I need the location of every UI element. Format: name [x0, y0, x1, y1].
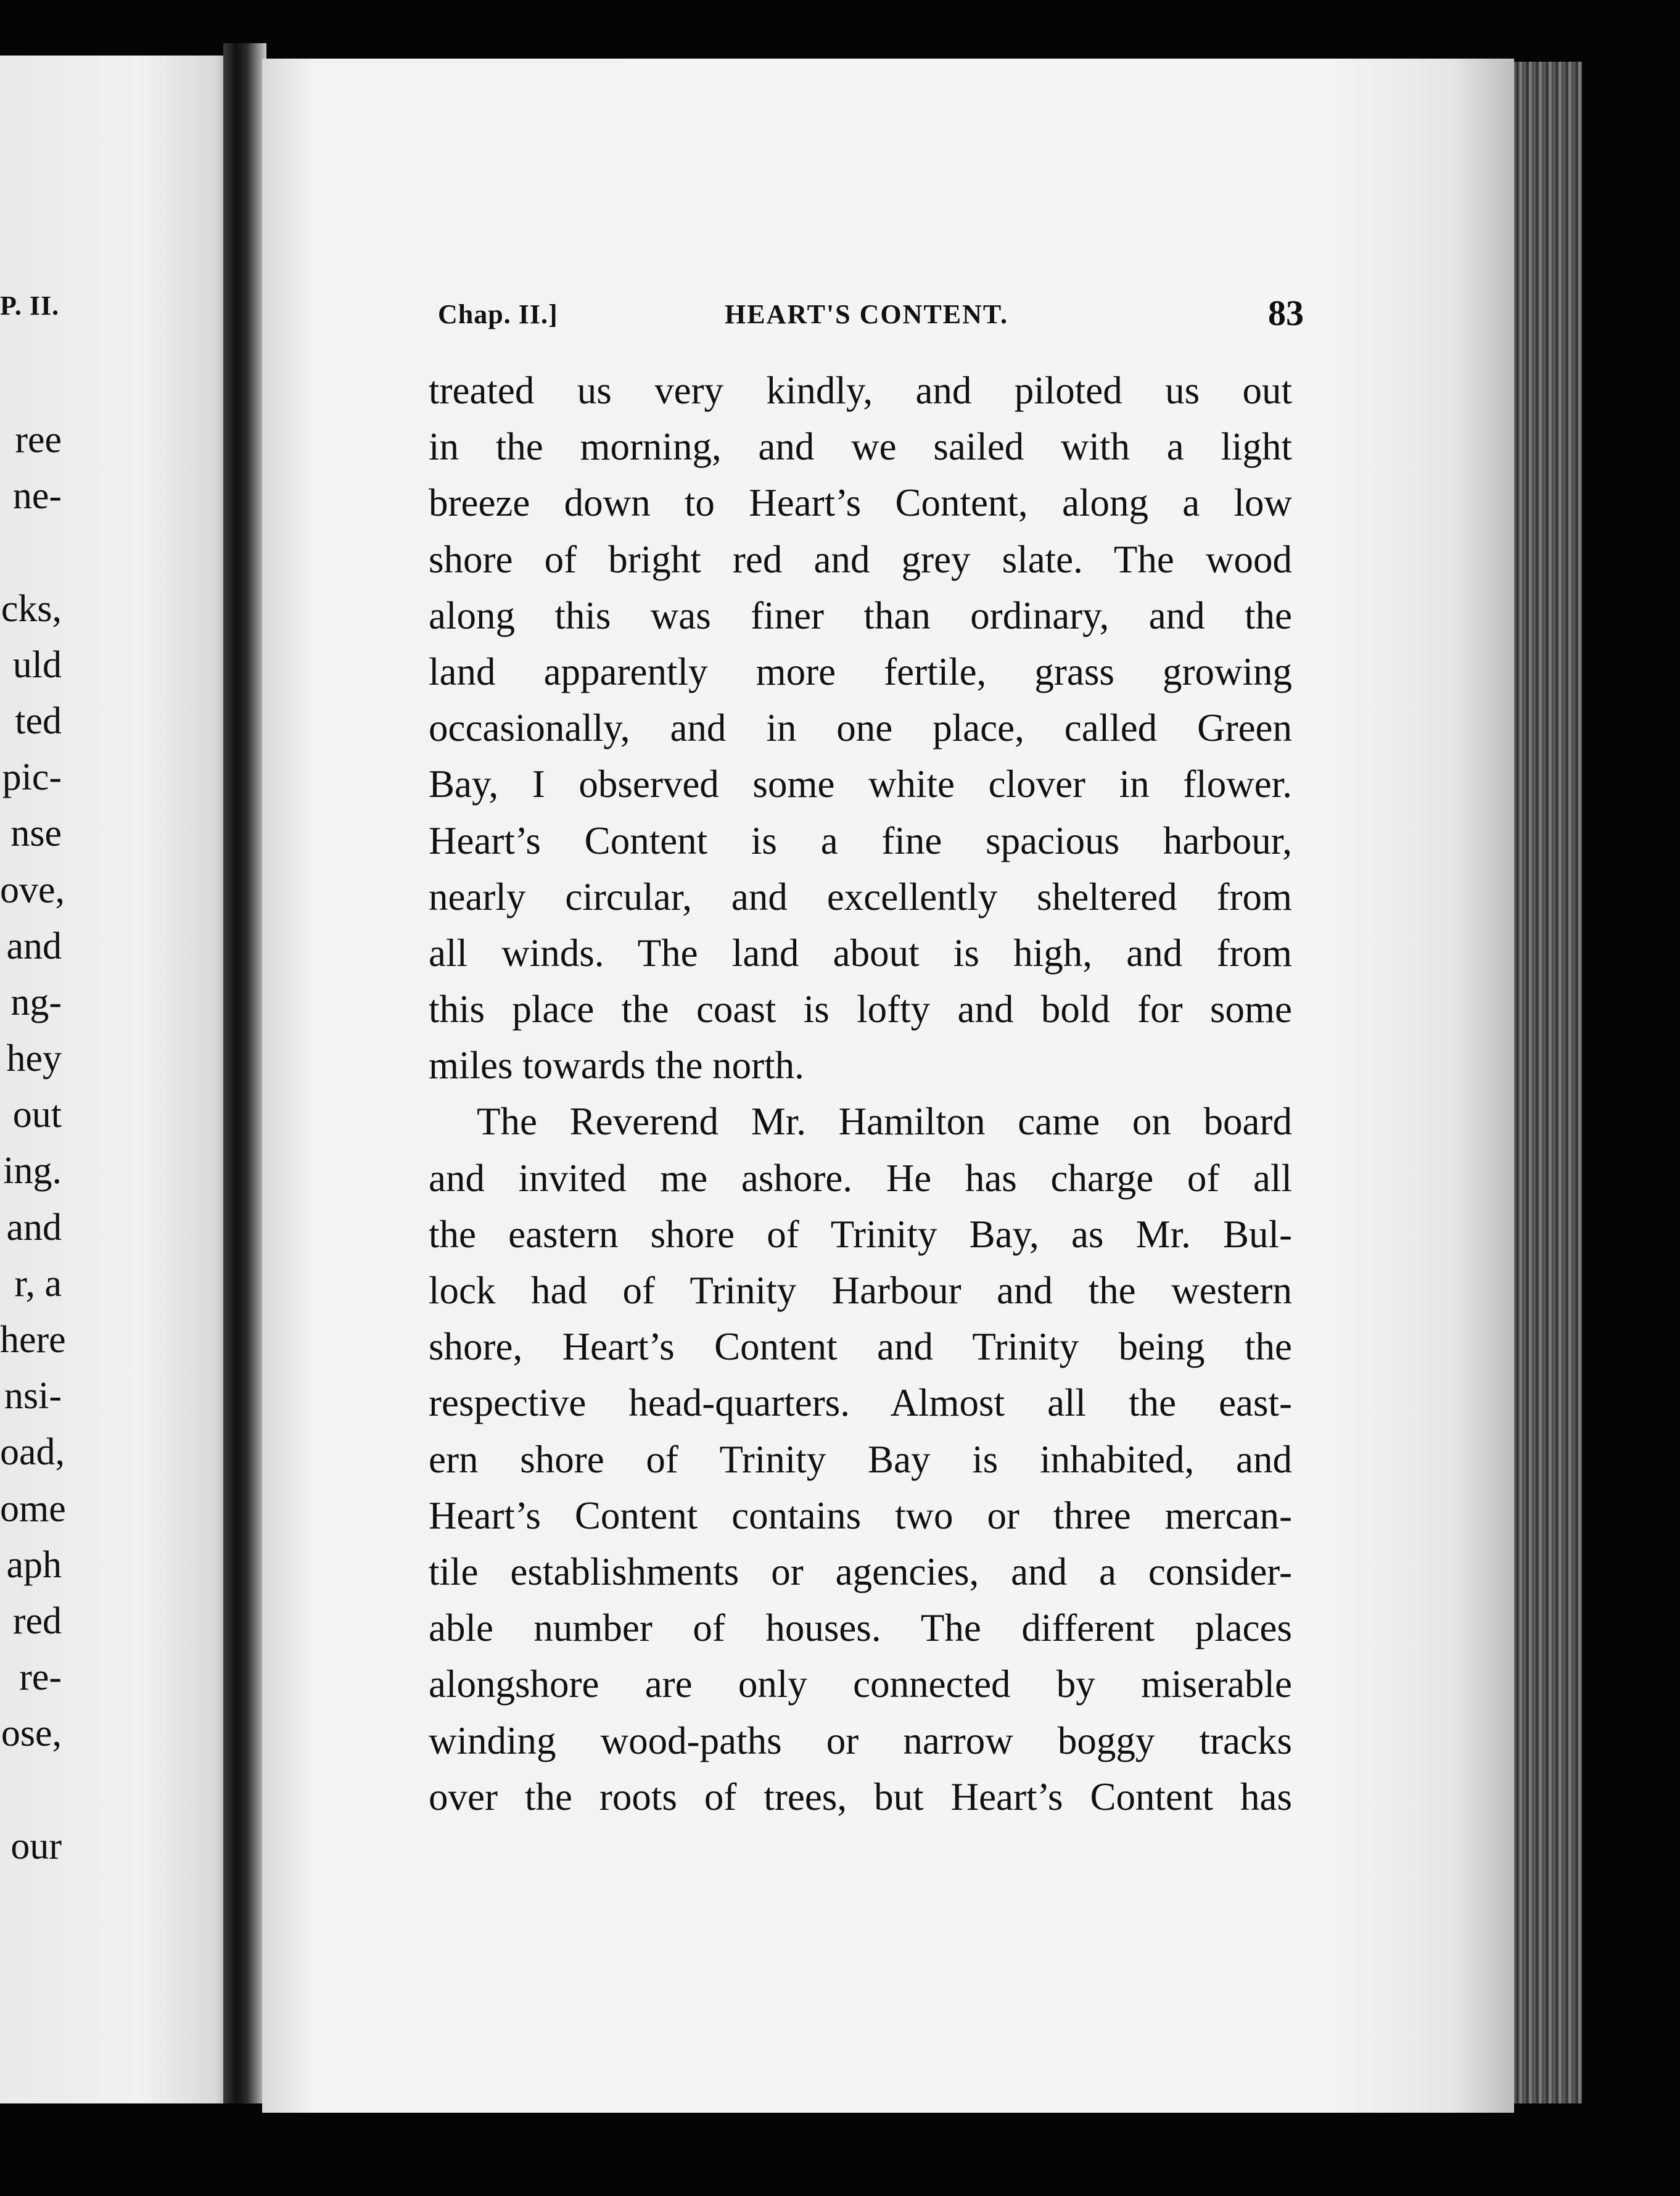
left-line: our [10, 1825, 62, 1867]
chapter-label: Chap. II.] [438, 299, 558, 329]
text-line: along this was finer than ordinary, and the [429, 593, 1292, 637]
book-spine-gutter [223, 43, 266, 2103]
text-line: breeze down to Heart’s Content, along a low [429, 481, 1292, 525]
text-line: Bay, I observed some white clover in flower. [429, 762, 1292, 806]
text-line: nearly circular, and excellently sheltered from [429, 875, 1292, 918]
left-line: ree [15, 419, 62, 461]
text-line: Heart’s Content is a fine spacious harbour, [429, 819, 1292, 862]
text-line: Heart’s Content contains two or three mercan- [429, 1493, 1292, 1537]
running-header [438, 292, 1304, 336]
left-line: ome [0, 1487, 66, 1530]
left-line: ing. [3, 1150, 62, 1192]
left-line: re- [19, 1656, 62, 1699]
left-line: uld [12, 643, 62, 686]
text-line: The Reverend Mr. Hamilton came on board [477, 1100, 1292, 1144]
left-line: r, a [14, 1262, 62, 1305]
left-line: here [0, 1319, 66, 1361]
text-line: the eastern shore of Trinity Bay, as Mr. Bul- [429, 1212, 1292, 1256]
text-line: able number of houses. The different places [429, 1606, 1292, 1650]
text-line: miles towards the north. [429, 1044, 804, 1088]
left-line: nsi- [4, 1375, 62, 1418]
running-title: HEART'S CONTENT. [725, 299, 1008, 329]
left-line: out [12, 1094, 62, 1136]
left-line [0, 524, 62, 580]
text-line: winding wood-paths or narrow boggy tracks [429, 1719, 1292, 1762]
text-line: respective head-quarters. Almost all the east- [429, 1381, 1292, 1425]
text-line: all winds. The land about is high, and from [429, 931, 1292, 975]
text-line: tile establishments or agencies, and a consider- [429, 1550, 1292, 1593]
left-line: red [12, 1600, 62, 1642]
left-line: ove, [0, 869, 65, 911]
text-line: occasionally, and in one place, called Green [429, 706, 1292, 750]
text-line: lock had of Trinity Harbour and the western [429, 1269, 1292, 1312]
left-line [0, 1762, 62, 1818]
page-block-edge [1514, 62, 1582, 2103]
left-line: pic- [2, 756, 62, 799]
page-number: 83 [1268, 293, 1304, 333]
left-line: oad, [0, 1431, 65, 1474]
left-line: cks, [1, 587, 62, 630]
left-line: and [6, 1206, 62, 1249]
left-line: hey [6, 1038, 62, 1080]
left-line: ng- [10, 981, 62, 1023]
text-line: this place the coast is lofty and bold for some [429, 988, 1292, 1031]
text-line: over the roots of trees, but Heart’s Content has [429, 1775, 1292, 1818]
page-body-text [429, 363, 1292, 1825]
left-page-line-endings [0, 412, 66, 1875]
text-line: alongshore are only connected by miserable [429, 1662, 1292, 1706]
text-line: shore of bright red and grey slate. The wood [429, 537, 1292, 581]
text-line: shore, Heart’s Content and Trinity being the [429, 1325, 1292, 1369]
left-line: ted [15, 700, 62, 742]
text-line: ern shore of Trinity Bay is inhabited, and [429, 1437, 1292, 1481]
text-line: and invited me ashore. He has charge of all [429, 1156, 1292, 1200]
left-line: ne- [12, 475, 62, 518]
left-line: aph [6, 1543, 62, 1586]
left-running-head: P. II. [0, 291, 60, 321]
left-page-fragment [0, 56, 234, 2103]
left-line: and [6, 925, 62, 967]
text-line: land apparently more fertile, grass growing [429, 650, 1292, 693]
left-line: ose, [1, 1712, 62, 1755]
left-line: nse [10, 812, 62, 855]
text-line: treated us very kindly, and piloted us out [429, 369, 1292, 412]
text-line: in the morning, and we sailed with a light [429, 425, 1292, 469]
